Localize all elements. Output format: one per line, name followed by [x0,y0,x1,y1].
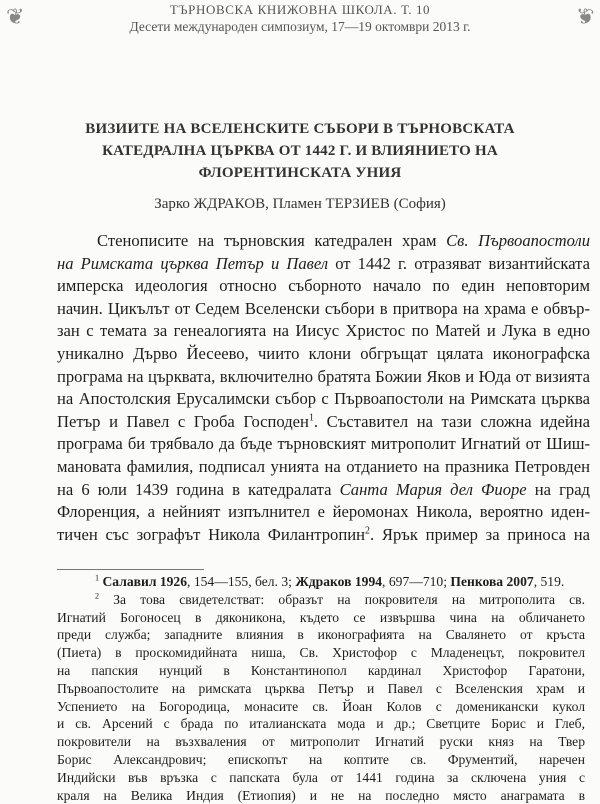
footnote-line [57,751,585,769]
text-segment: Борис Александрович; епископът на коптите св. Фрументий, наречен [57,751,585,767]
text-segment: Успението на Богородица, монасите св. Йоан Колов с доменикански кукол [57,698,585,714]
text-segment: на 6 юли 1439 година в катедралата [57,479,340,499]
footnote-line [57,698,585,716]
citation-author: Ждраков 1994 [295,574,383,589]
body-text [57,230,590,546]
footnote-divider [57,569,204,570]
body-line [57,479,590,502]
text-segment: тичен със зографът Никола Филантропин [57,524,365,544]
text-segment: уникално Дърво Йесеево, чиито клони обгръщат цялата иконографска [57,343,590,363]
footnote-line [57,769,585,787]
text-segment: Игнатий Богоносец в дяконикона, където се извършва чина на обличането [57,609,585,625]
footnote-line [57,680,585,698]
running-header-event: Десети международен симпозиум, 17—19 октомври 2013 г. [129,19,471,34]
text-segment: програма на църквата, включително братята Божии Яков и Юда от визията [57,366,590,386]
body-line [57,343,590,366]
footnote-ref[interactable]: 2 [95,591,100,601]
footnote-line [57,733,585,751]
text-segment: преди служба; западните влияния в иконографията на Свалянето от кръста [57,627,585,643]
italic-text: на Римската църква Петър и Павел [57,253,329,273]
text-segment: зан с темата за генеалогията на Иисус Христос по Матей и Лука в едно [57,321,590,341]
text-segment: Флоренция, а нейният изпълнител е йеромонах Никола, вероятно иден- [57,502,590,522]
text-segment: и св. Арсений с брада по италианската мода и др.; Светците Борис и Глеб, [57,716,585,732]
body-line [57,411,590,434]
body-line [57,433,590,456]
footnote-line [57,662,585,680]
body-line [57,298,590,321]
body-line [57,366,590,389]
body-line [57,230,590,253]
italic-text: Санта Мария дел Фиоре [339,479,527,499]
running-header-series: ТЪРНОВСКА КНИЖОВНА ШКОЛА. Т. 10 [169,2,431,17]
body-line [57,320,590,343]
title-line: ВИЗИИТЕ НА ВСЕЛЕНСКИТЕ СЪБОРИ В ТЪРНОВСКАТА [85,121,515,137]
text-segment: , 697—710; [382,574,451,589]
text-segment: от 1442 г. отразяват византийската [328,253,590,273]
body-line [57,253,590,276]
article-authors: Зарко ЖДРАКОВ, Пламен ТЕРЗИЕВ (София) [154,196,446,212]
text-segment: програма би трябвало да бъде търновският митрополит Игнатий от Шиш- [57,434,590,454]
footnotes [57,573,585,804]
footnote-line [57,573,585,591]
footnote-ref[interactable]: 1 [308,412,314,424]
footnote-ref[interactable]: 1 [95,573,100,583]
text-segment: покровители на възхваления от митрополит Игнатий руски княз на Твер [57,734,585,750]
text-segment: Първоапостолите на римската църква Петър и Павел с Вселенския храм и [57,680,585,696]
citation-author: Салавил 1926 [102,574,188,589]
title-line: ФЛОРЕНТИНСКАТА УНИЯ [198,165,402,181]
footnote-line [57,644,585,662]
text-segment: на Апостолския Ерусалимски събор с Първоапостоли на Римската църква [57,389,590,409]
text-segment: на град [526,479,591,499]
footnote-line [57,591,585,609]
text-segment: начин. Цикълът от Седем Вселенски събори в притвора на храма е обвър- [57,298,590,318]
footnote-line [57,715,585,733]
text-segment: Петър и Павел с Гроба Господен [57,411,309,431]
text-segment: , 154—155, бел. 3; [187,574,296,589]
title-line: КАТЕДРАЛНА ЦЪРКВА ОТ 1442 Г. И ВЛИЯНИЕТО НА [102,143,498,159]
text-segment: мановата фамилия, подписал унията на отданието на празника Петровден [57,456,590,476]
text-segment: За това свидетелстват: образът на покровителя на митрополита св. [99,591,585,607]
text-segment: (Пиета) в проскомидийната ниша, Св. Христофор с Младенецът, покровител [57,645,585,661]
footnote-ref[interactable]: 2 [364,525,370,537]
text-segment: краля на Велика Индия (Етиопия) и не на последно място анаграмата в [57,787,585,803]
text-segment: Индийски във връзка с папската була от 1441 година за сключена уния с [57,769,585,785]
text-segment: Стенописите на търновския катедрален храм [97,231,447,250]
floral-ornament-right-icon: ❦ [575,4,594,29]
footnote-line [57,787,585,804]
footnote-line [57,609,585,627]
text-segment: . Съставител на тази сложна идейна [313,411,590,431]
body-line [57,275,590,298]
text-segment: . Ярък пример за приноса на [369,524,590,544]
text-segment: на папския нунций в Константинопол кардинал Христофор Гаратони, [57,662,585,678]
footnote-line [57,626,585,644]
body-line [57,388,590,411]
article-title [0,118,600,184]
text-segment: имперска идеология относно съборното начало по един неповторим [57,276,590,296]
floral-ornament-left-icon: ❦ [6,4,25,29]
body-line [57,456,590,479]
citation-author: Пенкова 2007 [450,574,534,589]
body-line [57,524,590,547]
body-line [57,501,590,524]
text-segment: , 519. [533,574,565,589]
italic-text: Св. Първоапостоли [446,231,590,250]
